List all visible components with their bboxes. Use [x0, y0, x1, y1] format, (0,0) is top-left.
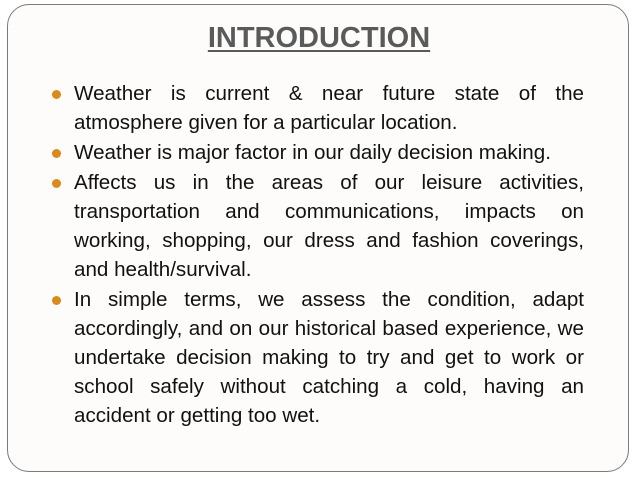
bullet-item — [0, 285, 638, 430]
slide-title: INTRODUCTION — [207, 22, 431, 54]
bullet-item — [0, 168, 638, 284]
bullet-item — [0, 79, 638, 137]
bullet-dot-icon — [52, 149, 61, 158]
bullet-text: Weather is major factor in our daily decision making. — [74, 141, 551, 164]
bullet-text: Affects us in the areas of our leisure activities, transportation and communications, impacts on working, shopping, our dress and fashion coverings, and health/survival. — [74, 171, 584, 281]
bullet-dot-icon — [52, 90, 61, 99]
bullet-dot-icon — [52, 296, 61, 305]
bullet-item — [0, 138, 638, 167]
bullet-text: In simple terms, we assess the condition, adapt accordingly, and on our historical based experience, we undertake decision making to try and get to work or school safely without catching a cold, having an accident or getting too wet. — [74, 288, 584, 427]
bullet-dot-icon — [52, 179, 61, 188]
bullet-list — [0, 79, 638, 431]
bullet-text: Weather is current & near future state of the atmosphere given for a particular location. — [74, 82, 584, 134]
